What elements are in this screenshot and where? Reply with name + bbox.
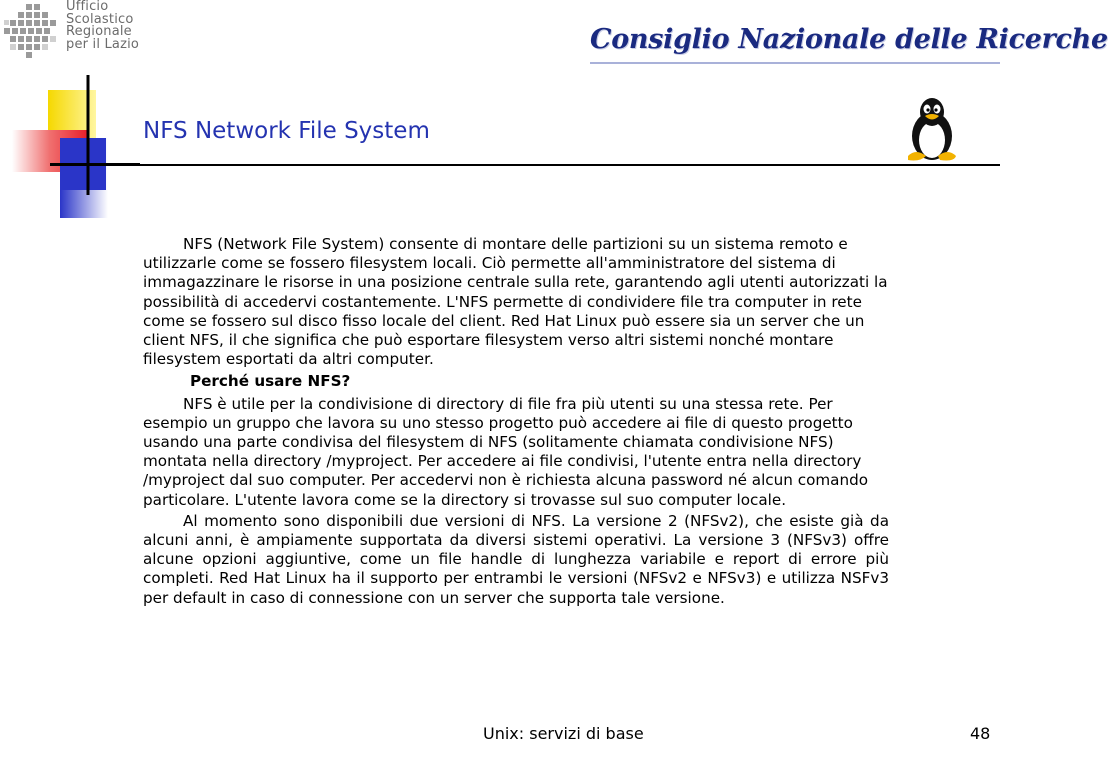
subheading-why-nfs: Perché usare NFS? [190, 372, 351, 391]
footer-text: Unix: servizi di base [483, 724, 644, 743]
logo-line-2: Scolastico [66, 11, 134, 27]
slide-title: NFS Network File System [143, 118, 430, 144]
logo-line-1: Ufficio [66, 0, 109, 14]
ufficio-scolastico-logo [0, 0, 178, 62]
logo-text [66, 1, 139, 51]
cnr-logo-underline [590, 62, 1000, 64]
cnr-logo-text: Consiglio Nazionale delle Ricerche [590, 24, 1108, 55]
logo-line-3: Regionale [66, 24, 132, 39]
logo-grid-icon [2, 2, 60, 60]
slide-body [143, 235, 889, 608]
paragraph-versions: Al momento sono disponibili due versioni di NFS. La versione 2 (NFSv2), che esiste già da alcuni anni, è ampiamente supportata da diversi sistemi operativi. La versione 3 (NFSv3) offre alcune opzioni aggiuntive, come un file handle di lunghezza variabile e report di errore più completi. Red Hat Linux ha il supporto per entrambi le versioni (NFSv2 e NFSv3) e utilizza NSFv3 per default in caso di connessione con un server che supporta tale versione. [143, 511, 889, 607]
tux-penguin-icon [902, 96, 962, 164]
page-number: 48 [970, 724, 991, 743]
logo-line-4: per il Lazio [66, 36, 140, 52]
paragraph-intro: NFS (Network File System) consente di montare delle partizioni su un sistema remoto e utilizzarle come se fossero filesystem locali. Ciò permette all'amministratore del sistema di immagazzinare le risorse in una posizione centrale sulla rete, garantendo agli utenti autorizzati la possibilità di accedervi costantemente. L'NFS permette di condividere file tra computer in rete come se fossero sul disco fisso locale del client. Red Hat Linux può essere sia un server che un client NFS, il che significa che può esportare filesystem verso altri sistemi nonché montare filesystem esportati da altri computer. [143, 235, 888, 369]
color-squares-decoration [0, 75, 140, 225]
paragraph-usage: NFS è utile per la condivisione di directory di file fra più utenti su una stessa rete. Per esempio un gruppo che lavora su uno stesso progetto può accedere ai file di questo progetto usando una parte condivisa del filesystem di NFS (solitamente chiamata condivisione NFS) montata nella directory /myproject. Per accedere ai file condivisi, l'utente entra nella directory /myproject dal suo computer. Per accedervi non è richiesta alcuna password né alcun comando particolare. L'utente lavora come se la directory si trovasse sul suo computer locale. [143, 394, 869, 509]
title-divider [50, 164, 1000, 166]
